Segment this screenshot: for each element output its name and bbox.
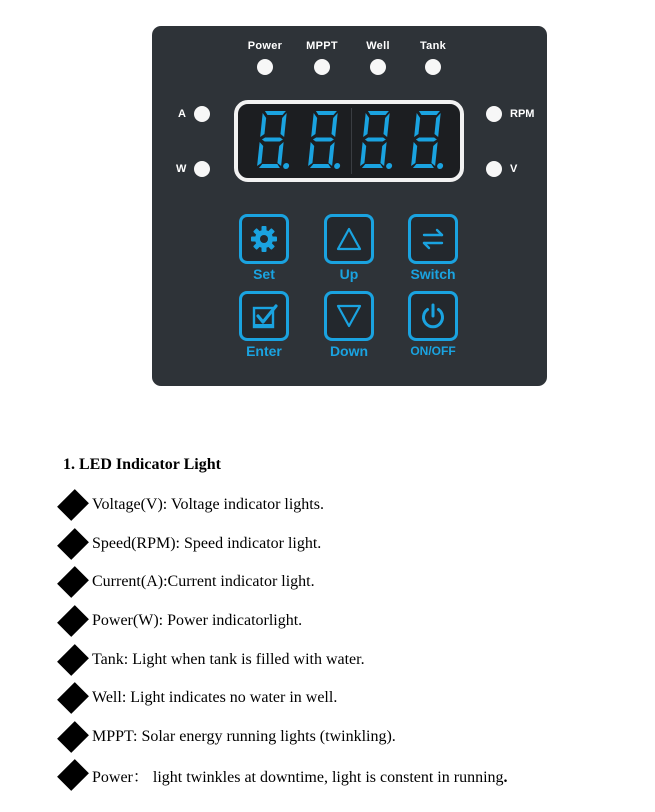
list-item	[60, 756, 640, 795]
switch-button-label: Switch	[410, 266, 456, 282]
on-off-button-label: ON/OFF	[410, 344, 456, 358]
diamond-bullet-icon	[57, 489, 89, 521]
display-segment	[277, 142, 284, 166]
gear-icon	[249, 224, 279, 254]
seven-segment-display	[234, 100, 464, 182]
down-triangle-icon	[334, 301, 364, 331]
enter-button-label: Enter	[246, 343, 282, 359]
display-segment	[308, 142, 315, 166]
display-segment	[257, 142, 264, 166]
current-led-indicator	[178, 106, 210, 122]
list-item-text: Current(A):Current indicator light.	[92, 573, 315, 591]
enter-button[interactable]	[236, 291, 292, 359]
list-item-text: Voltage(V): Voltage indicator lights.	[92, 496, 324, 514]
display-digits	[246, 110, 452, 174]
diamond-bullet-icon	[57, 721, 89, 753]
switch-button[interactable]	[405, 214, 461, 282]
led-indicator-section	[60, 456, 640, 795]
current-led-label: A	[178, 108, 186, 120]
list-item-text: Tank: Light when tank is filled with water.	[92, 650, 365, 668]
controller-panel	[152, 26, 547, 386]
mppt-led-label: MPPT	[306, 40, 338, 52]
current-led-dot	[194, 106, 210, 122]
list-item	[60, 602, 640, 641]
diamond-bullet-icon	[57, 644, 89, 676]
display-decimal-point	[334, 163, 341, 169]
set-button[interactable]	[236, 214, 292, 282]
switch-arrows-icon	[418, 224, 448, 254]
diamond-bullet-icon	[57, 567, 89, 599]
display-segment	[264, 111, 285, 115]
display-segment	[259, 164, 280, 168]
down-button-label: Down	[329, 343, 369, 359]
display-segment	[311, 113, 318, 137]
display-digit	[250, 110, 294, 174]
list-item-period: .	[503, 768, 508, 786]
diamond-bullet-icon	[57, 605, 89, 637]
list-item	[60, 679, 640, 718]
display-segment	[316, 111, 337, 115]
tank-led-label: Tank	[419, 40, 447, 52]
display-segment	[416, 138, 437, 142]
display-segment	[411, 142, 418, 166]
diamond-bullet-icon	[57, 760, 89, 792]
display-segment	[310, 164, 331, 168]
power-led-indicator	[235, 40, 295, 80]
power-icon	[418, 301, 448, 331]
display-decimal-point	[283, 163, 290, 169]
display-segment	[414, 113, 421, 137]
display-segment	[280, 113, 287, 137]
diamond-bullet-icon	[57, 682, 89, 714]
display-digit	[353, 110, 397, 174]
watt-led-dot	[194, 161, 210, 177]
well-led-dot	[370, 59, 386, 75]
list-item-text: Power： light twinkles at downtime, light is constent in running.	[92, 768, 508, 786]
display-segment	[328, 142, 335, 166]
display-segment	[413, 164, 434, 168]
display-digit	[404, 110, 448, 174]
display-segment	[360, 142, 367, 166]
tank-led-indicator	[403, 40, 463, 80]
checkbox-icon	[249, 301, 279, 331]
diamond-bullet-icon	[57, 528, 89, 560]
display-digit	[301, 110, 345, 174]
display-segment	[383, 113, 390, 137]
display-segment	[331, 113, 338, 137]
power-led-dot	[257, 59, 273, 75]
voltage-led-dot	[486, 161, 502, 177]
list-item	[60, 525, 640, 564]
voltage-led-indicator	[486, 161, 517, 177]
display-segment	[419, 111, 440, 115]
display-segment	[434, 113, 441, 137]
well-led-indicator	[348, 40, 408, 80]
on-off-button[interactable]	[405, 291, 461, 359]
display-segment	[364, 138, 385, 142]
voltage-led-label: V	[510, 163, 518, 175]
display-segment	[362, 164, 383, 168]
list-item-text: Speed(RPM): Speed indicator light.	[92, 534, 322, 552]
list-item	[60, 486, 640, 525]
display-segment	[380, 142, 387, 166]
down-button[interactable]	[321, 291, 377, 359]
display-segment	[431, 142, 438, 166]
display-decimal-point	[437, 163, 444, 169]
mppt-led-dot	[314, 59, 330, 75]
up-button[interactable]	[321, 214, 377, 282]
up-triangle-icon	[334, 224, 364, 254]
set-button-label: Set	[253, 266, 275, 282]
up-button-label: Up	[339, 266, 359, 282]
rpm-led-indicator	[486, 106, 534, 122]
list-item	[60, 718, 640, 757]
display-decimal-point	[386, 163, 393, 169]
display-segment	[261, 138, 282, 142]
list-item	[60, 563, 640, 602]
display-segment	[313, 138, 334, 142]
mppt-led-indicator	[292, 40, 352, 80]
display-segment	[367, 111, 388, 115]
list-item-text: Power(W): Power indicatorlight.	[92, 612, 303, 630]
rpm-led-label: RPM	[510, 108, 535, 120]
watt-led-label: W	[176, 163, 187, 175]
display-segment	[260, 113, 267, 137]
list-item	[60, 640, 640, 679]
rpm-led-dot	[486, 106, 502, 122]
display-segment	[363, 113, 370, 137]
list-item-text: Well: Light indicates no water in well.	[92, 689, 338, 707]
well-led-label: Well	[366, 40, 390, 52]
section-heading: 1. LED Indicator Light	[63, 456, 221, 473]
tank-led-dot	[425, 59, 441, 75]
watt-led-indicator	[176, 161, 210, 177]
list-item-text: MPPT: Solar energy running lights (twinkling).	[92, 727, 396, 745]
power-led-label: Power	[247, 40, 283, 52]
